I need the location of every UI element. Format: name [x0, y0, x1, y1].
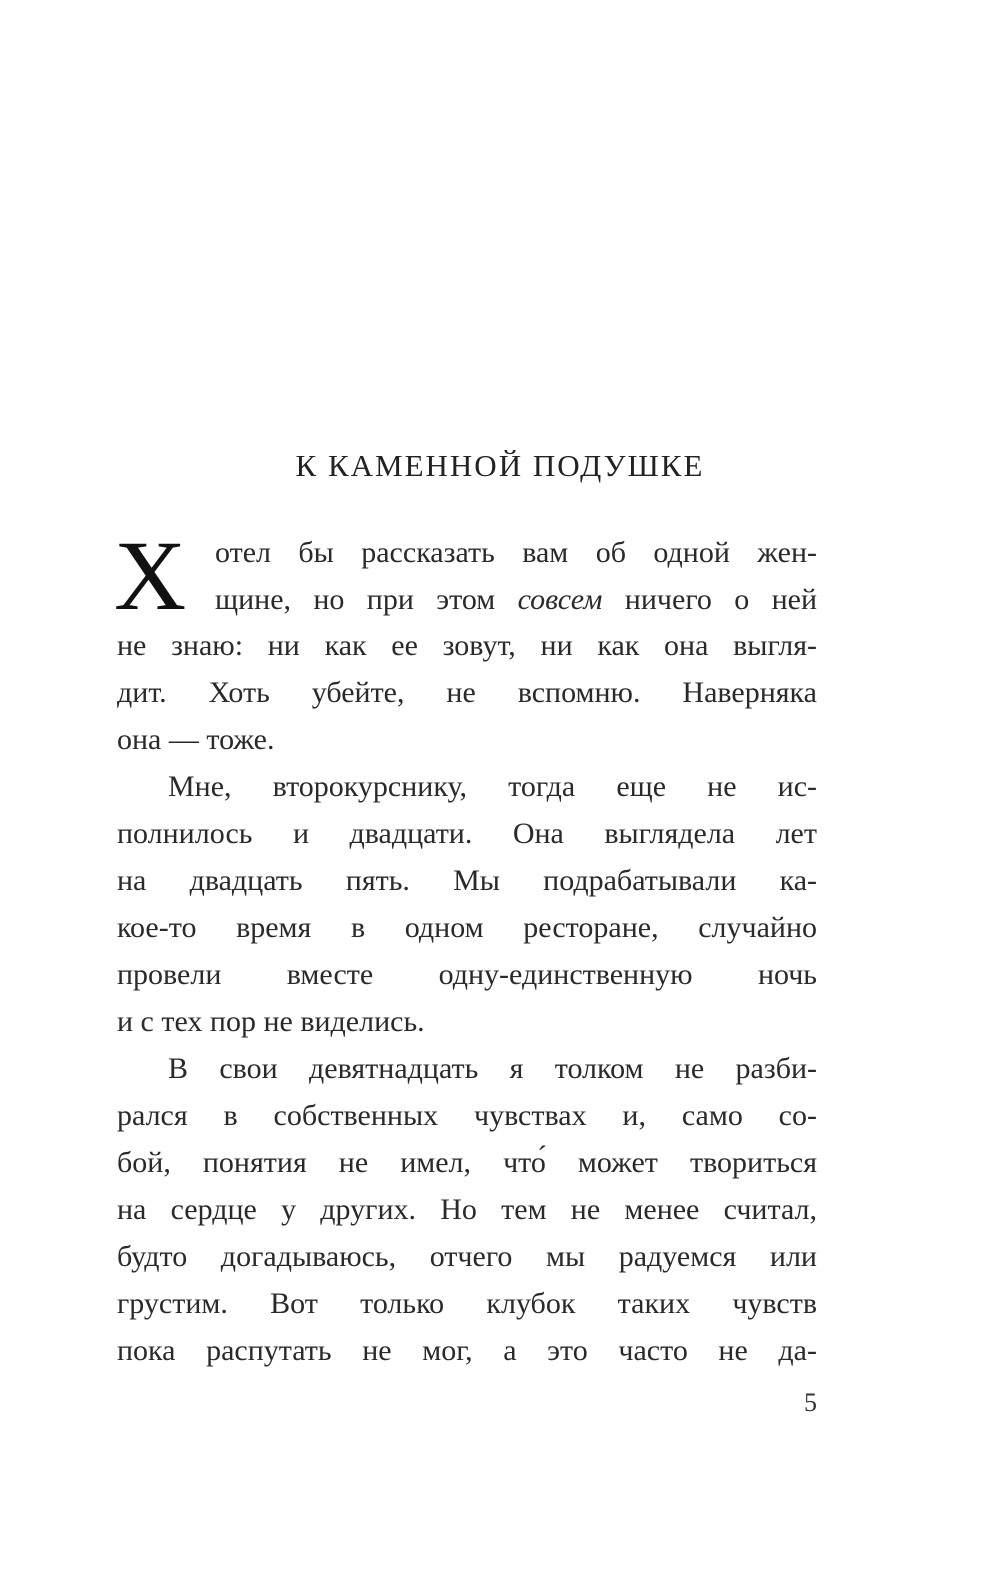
text-line: не знаю: ни как ее зовут, ни как она выгля- — [117, 629, 817, 662]
text-segment: щине, но при этом — [215, 583, 518, 616]
text-line: провели вместе одну-единственную ночь — [117, 958, 817, 991]
emphasis-text: совсем — [517, 583, 603, 616]
text-line: кое-то время в одном ресторане, случайно — [117, 911, 817, 944]
text-line: дит. Хоть убейте, не вспомню. Наверняка — [117, 676, 817, 709]
text-line: отел бы рассказать вам об одной жен- — [215, 536, 817, 569]
text-line: на сердце у других. Но тем не менее считал, — [117, 1193, 817, 1226]
text-line: и с тех пор не виделись. — [117, 1005, 425, 1038]
text-line: на двадцать пять. Мы подрабатывали ка- — [117, 864, 817, 897]
text-line: В свои девятнадцать я толком не разби- — [168, 1052, 817, 1085]
text-line: полнилось и двадцати. Она выглядела лет — [117, 817, 817, 850]
text-line: будто догадываюсь, отчего мы радуемся или — [117, 1240, 817, 1273]
page-number: 5 — [804, 1388, 817, 1417]
text-line: пока распутать не мог, а это часто не да- — [117, 1334, 817, 1367]
text-line: она — тоже. — [117, 723, 275, 756]
text-line: бой, понятия не имел, что́ может твориться — [117, 1146, 817, 1179]
drop-cap: Х — [114, 520, 187, 631]
chapter-title: К КАМЕННОЙ ПОДУШКЕ — [295, 448, 705, 483]
text-line: Мне, второкурснику, тогда еще не ис- — [168, 770, 817, 803]
text-line: рался в собственных чувствах и, само со- — [117, 1099, 817, 1132]
text-line — [215, 576, 817, 623]
text-segment: ничего о ней — [602, 583, 817, 616]
text-line: грустим. Вот только клубок таких чувств — [117, 1287, 817, 1320]
